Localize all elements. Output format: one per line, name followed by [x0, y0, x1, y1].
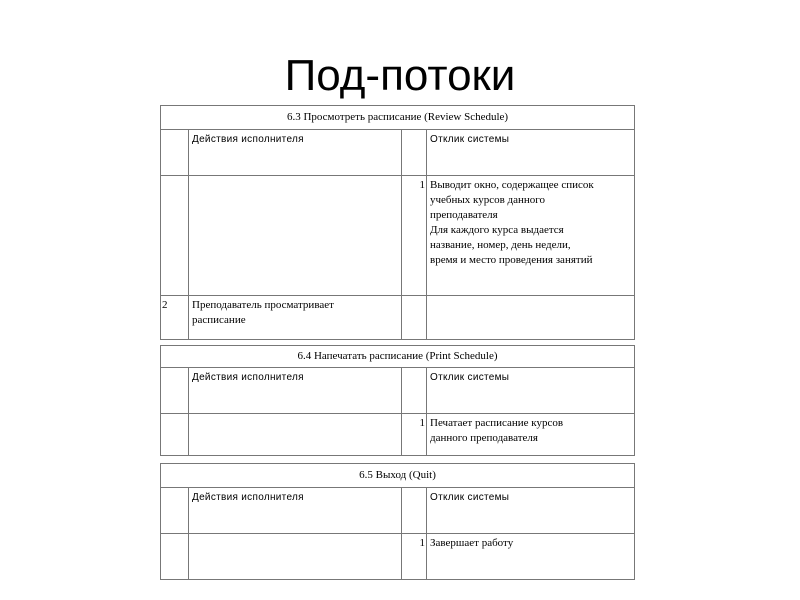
- empty-cell: [189, 534, 402, 580]
- quit-table: [160, 463, 635, 580]
- empty-cell: [427, 296, 635, 340]
- empty-cell: [161, 130, 189, 176]
- text-line: учебных курсов данного: [430, 194, 546, 206]
- table-caption: 6.5 Выход (Quit): [161, 464, 635, 488]
- text-line: данного преподавателя: [430, 432, 538, 444]
- text-line: Преподаватель просматривает: [192, 299, 334, 311]
- step-number: 2: [161, 296, 189, 340]
- table-caption: 6.4 Напечатать расписание (Print Schedule): [161, 346, 635, 368]
- system-response-text: [427, 176, 635, 296]
- empty-cell: [402, 130, 427, 176]
- empty-cell: [189, 414, 402, 456]
- empty-cell: [161, 176, 189, 296]
- empty-cell: [161, 534, 189, 580]
- system-response-header: Отклик системы: [427, 368, 635, 414]
- review-schedule-table: [160, 105, 635, 340]
- system-response-text: [427, 534, 635, 580]
- empty-cell: [402, 368, 427, 414]
- empty-cell: [161, 368, 189, 414]
- text-line: Завершает работу: [430, 537, 514, 549]
- table-caption: 6.3 Просмотреть расписание (Review Schedule): [161, 106, 635, 130]
- text-line: название, номер, день недели,: [430, 239, 571, 251]
- system-response-header: Отклик системы: [427, 488, 635, 534]
- actor-actions-header: Действия исполнителя: [189, 130, 402, 176]
- empty-cell: [402, 296, 427, 340]
- system-response-header: Отклик системы: [427, 130, 635, 176]
- step-number: 1: [402, 176, 427, 296]
- text-line: Выводит окно, содержащее список: [430, 179, 594, 191]
- empty-cell: [402, 488, 427, 534]
- text-line: Печатает расписание курсов: [430, 417, 564, 429]
- step-number: 1: [402, 414, 427, 456]
- text-line: Для каждого курса выдается: [430, 224, 564, 236]
- step-number: 1: [402, 534, 427, 580]
- print-schedule-table: [160, 345, 635, 456]
- actor-action-text: [189, 296, 402, 340]
- system-response-text: [427, 414, 635, 456]
- slide-title: Под-потоки: [284, 51, 516, 100]
- text-line: преподавателя: [430, 209, 498, 221]
- empty-cell: [161, 414, 189, 456]
- empty-cell: [161, 488, 189, 534]
- actor-actions-header: Действия исполнителя: [189, 488, 402, 534]
- text-line: расписание: [192, 314, 246, 326]
- text-line: время и место проведения занятий: [430, 254, 593, 266]
- empty-cell: [189, 176, 402, 296]
- actor-actions-header: Действия исполнителя: [189, 368, 402, 414]
